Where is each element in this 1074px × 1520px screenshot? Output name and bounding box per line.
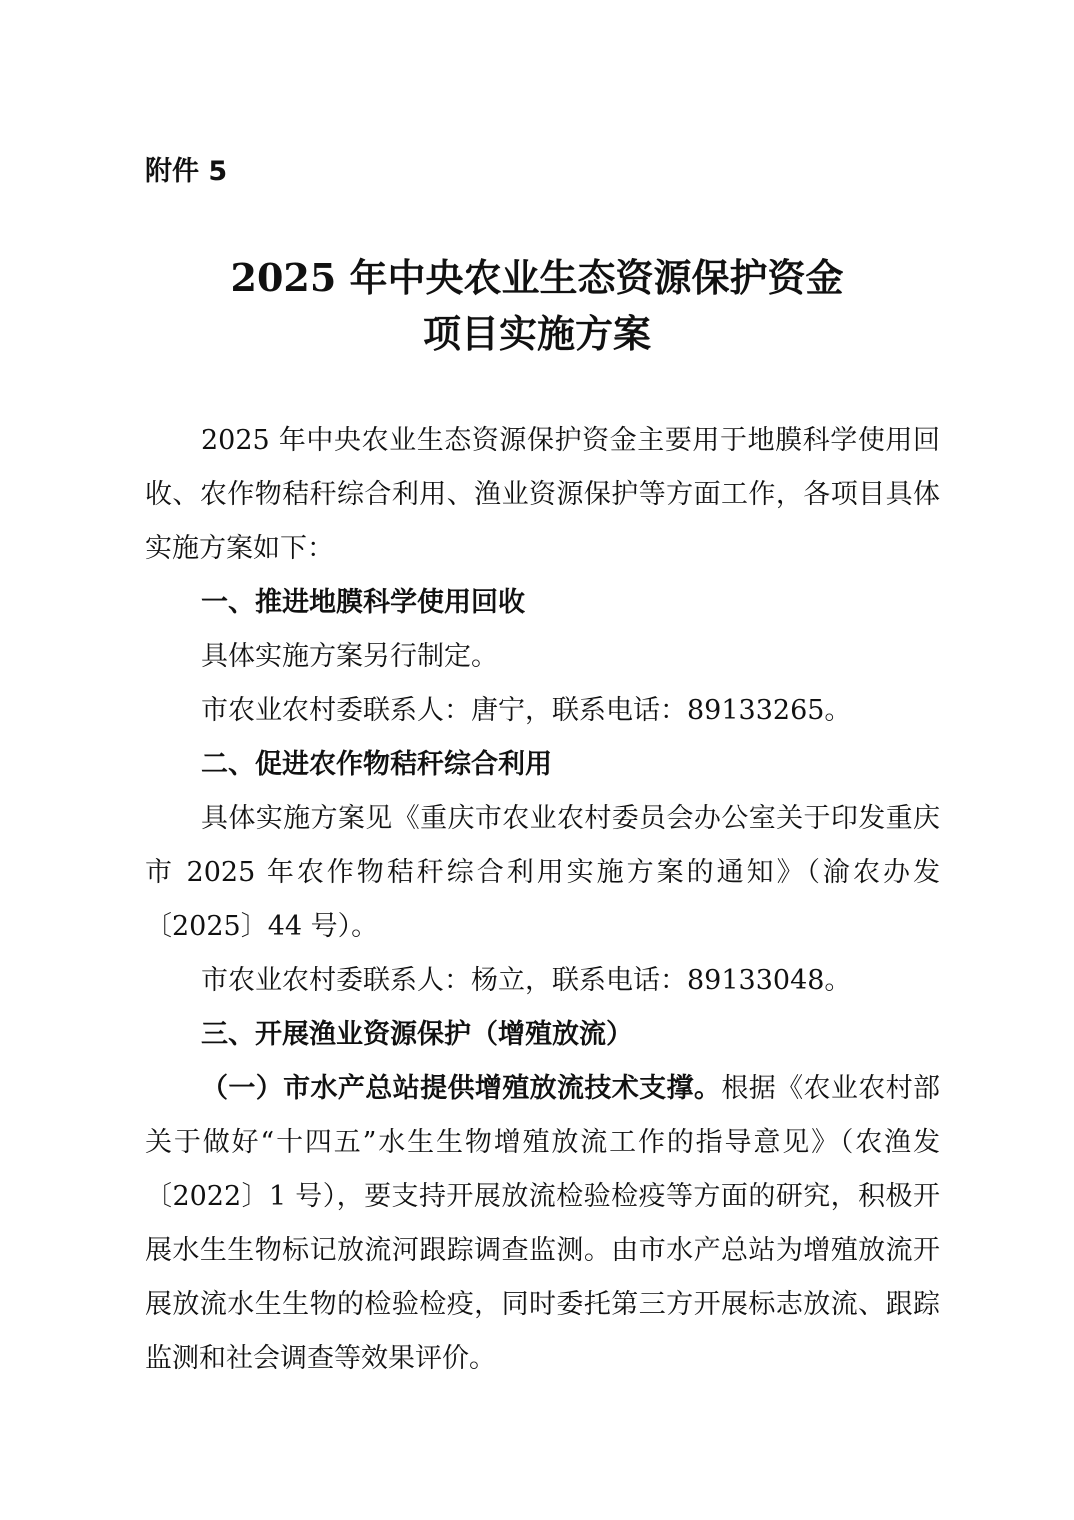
intro-paragraph: 2025 年中央农业生态资源保护资金主要用于地膜科学使用回收、农作物秸秆综合利用、渔业资源保护等方面工作，各项目具体实施方案如下：	[145, 425, 940, 564]
document-title-line-1: 2025 年中央农业生态资源保护资金	[230, 255, 844, 300]
section-3-heading: 三、开展渔业资源保护（增殖放流）	[201, 1019, 633, 1050]
section-2-body: 具体实施方案见《重庆市农业农村委员会办公室关于印发重庆市 2025 年农作物秸秆综合利用实施方案的通知》（渝农办发〔2025〕44 号）。	[145, 803, 940, 942]
subsection-1-lead: （一）市水产总站提供增殖放流技术支撑。	[201, 1073, 722, 1104]
section-2-contact: 市农业农村委联系人：杨立，联系电话：89133048。	[201, 965, 852, 996]
subsection-1-body: 根据《农业农村部关于做好“十四五”水生生物增殖放流工作的指导意见》（农渔发〔2022〕1 号），要支持开展放流检验检疫等方面的研究，积极开展水生生物标记放流河跟踪调查监测。由市水产总站为增殖放流开展放流水生生物的检验检疫，同时委托第三方开展标志放流、跟踪监测和社会调查等效果评价。	[145, 1073, 941, 1374]
section-3-subsection-1	[145, 1062, 940, 1386]
section-1-body: 具体实施方案另行制定。	[201, 641, 498, 672]
section-1-contact: 市农业农村委联系人：唐宁，联系电话：89133265。	[201, 695, 852, 726]
section-2-heading: 二、促进农作物秸秆综合利用	[201, 749, 552, 780]
document-title-line-2: 项目实施方案	[422, 311, 651, 356]
attachment-label: 附件 5	[145, 156, 228, 187]
section-1-heading: 一、推进地膜科学使用回收	[201, 587, 525, 618]
